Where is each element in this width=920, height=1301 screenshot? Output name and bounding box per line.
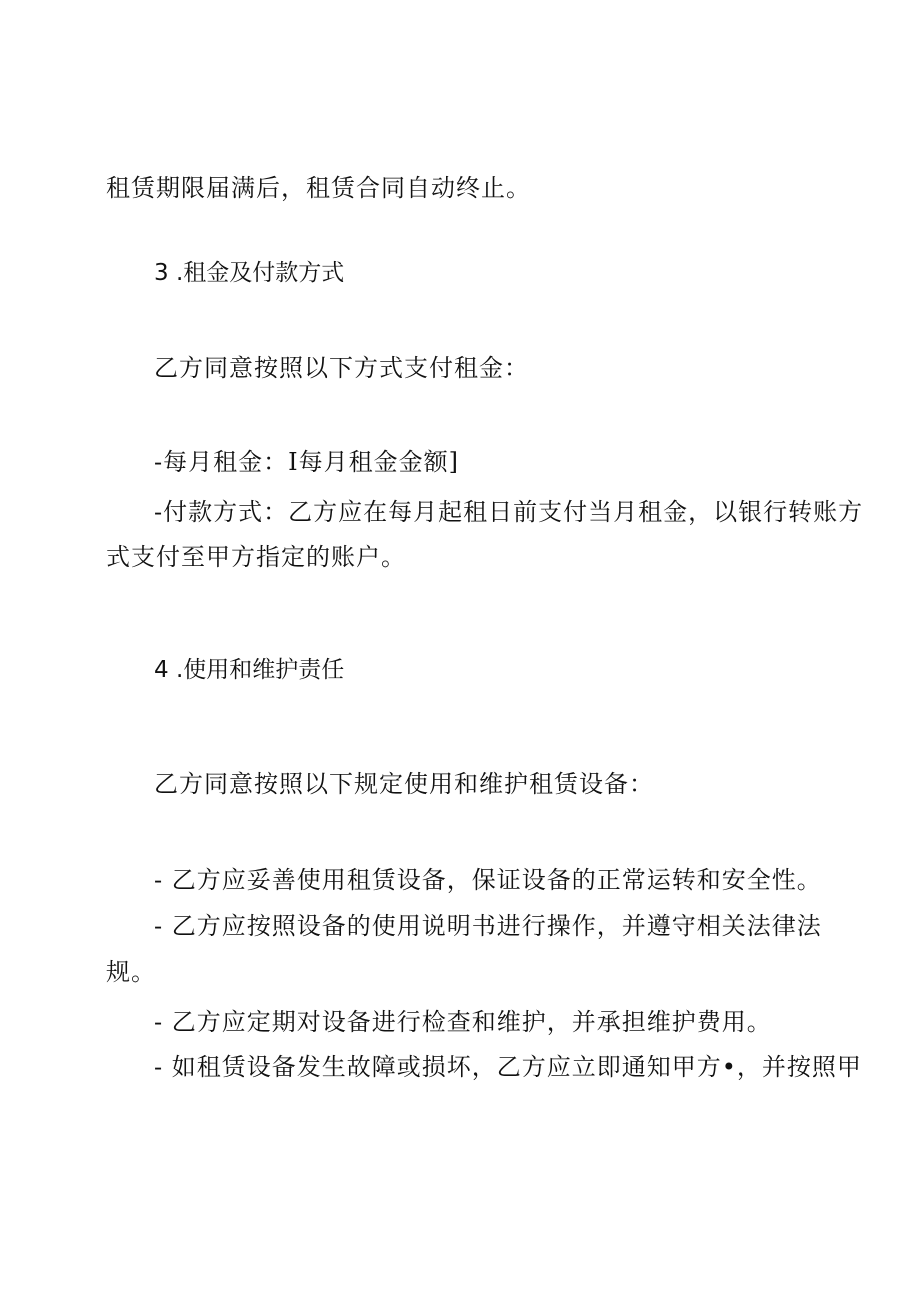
section-3-title: .租金及付款方式 [176,260,345,286]
section-3-item-payment-method-text: -付款方式：乙方应在每月起租日前支付当月租金，以银行转账方 [154,498,864,526]
section-3-intro: 乙方同意按照以下方式支付租金： [154,354,529,382]
section-4-item-proper-use: - 乙方应妥善使用租赁设备，保证设备的正常运转和安全性。 [154,866,822,894]
section-4-number: 4 [154,657,169,683]
section-3-item-payment-method-continued: 式支付至甲方指定的账户。 [106,543,406,571]
section-4-item-operate-per-manual: - 乙方应按照设备的使用说明书进行操作，并遵守相关法律法 [154,912,822,940]
section-4-item-operate-per-manual-continued: 规。 [106,958,156,986]
section-3-item-payment-method [154,497,864,527]
section-4-title: .使用和维护责任 [176,657,345,683]
paragraph-term-end: 租赁期限届满后，租赁合同自动终止。 [106,174,531,202]
section-3-number: 3 [154,260,169,286]
section-3-item-monthly-rent: -每月租金：I每月租金金额] [154,448,459,476]
section-4-item-regular-inspection: - 乙方应定期对设备进行检查和维护，并承担维护费用。 [154,1008,772,1036]
section-4-heading [154,655,344,685]
section-3-heading [154,258,344,288]
section-4-item-fault-notification: - 如租赁设备发生故障或损坏，乙方应立即通知甲方•，并按照甲 [154,1053,862,1081]
section-4-intro: 乙方同意按照以下规定使用和维护租赁设备： [154,770,654,798]
